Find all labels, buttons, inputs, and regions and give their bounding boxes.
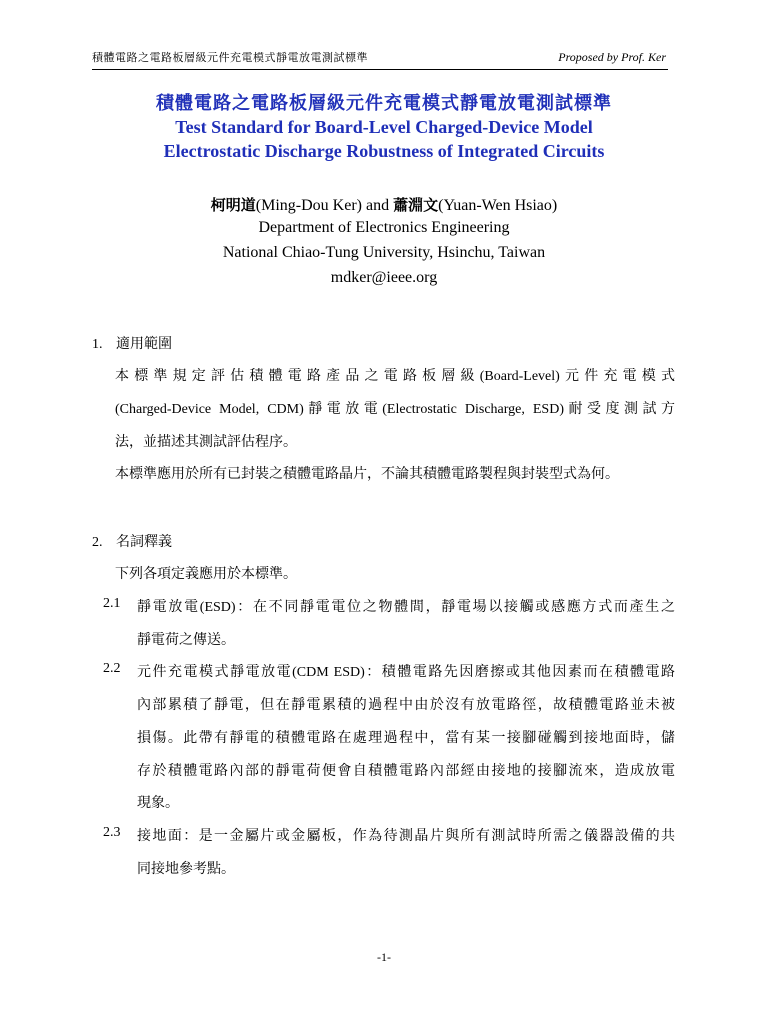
author2-chinese-name: 蕭淵文 xyxy=(393,196,439,214)
item-2-1-number: 2.1 xyxy=(103,596,121,611)
item-2-1-line2: 靜電荷之傳送。 xyxy=(137,633,235,648)
item-2-2-line2: 內部累積了靜電，但在靜電累積的過程中由於沒有放電路徑，故積體電路並未被 xyxy=(137,698,675,713)
running-header-title: 積體電路之電路板層級元件充電模式靜電放電測試標準 xyxy=(92,51,368,64)
title-english-line1: Test Standard for Board-Level Charged-Device Model xyxy=(175,117,593,137)
section2-title: 名詞釋義 xyxy=(116,535,172,550)
item-2-1-line1: 靜電放電(ESD)：在不同靜電電位之物體間，靜電場以接觸或感應方式而產生之 xyxy=(137,600,675,615)
item-2-2-line1: 元件充電模式靜電放電(CDM ESD)：積體電路先因磨擦或其他因素而在積體電路 xyxy=(137,665,675,680)
item-2-2-line3: 損傷。此帶有靜電的積體電路在處理過程中，當有某一接腳碰觸到接地面時，儲 xyxy=(137,731,675,746)
section2-intro: 下列各項定義應用於本標準。 xyxy=(115,567,297,582)
section1-number: 1. xyxy=(92,337,103,352)
item-2-3-line2: 同接地參考點。 xyxy=(137,862,235,877)
header-divider xyxy=(92,69,668,70)
author-department: Department of Electronics Engineering xyxy=(258,219,510,236)
item-2-3-line1: 接地面：是一金屬片或金屬板，作為待測晶片與所有測試時所需之儀器設備的共 xyxy=(137,829,675,844)
section2-number: 2. xyxy=(92,535,103,550)
running-header-author: Proposed by Prof. Ker xyxy=(558,50,666,64)
author2-english-name: (Yuan-Wen Hsiao) xyxy=(438,197,558,214)
author-conjunction: and xyxy=(361,197,394,214)
author-email: mdker@ieee.org xyxy=(330,269,438,286)
author-university: National Chiao-Tung University, Hsinchu, Taiwan xyxy=(222,244,546,261)
section1-paragraph1-line3: 法，並描述其測試評估程序。 xyxy=(115,435,297,450)
section1-title: 適用範圍 xyxy=(116,337,172,352)
item-2-2-line5: 現象。 xyxy=(137,796,179,811)
title-english-line2: Electrostatic Discharge Robustness of Integrated Circuits xyxy=(163,141,605,161)
item-2-2-number: 2.2 xyxy=(103,661,121,676)
author1-english-name: (Ming-Dou Ker) xyxy=(255,197,362,214)
section1-heading xyxy=(92,333,172,353)
item-2-2-line4: 存於積體電路內部的靜電荷便會自積體電路內部經由接地的接腳流來，造成放電 xyxy=(137,764,675,779)
title-chinese: 積體電路之電路板層級元件充電模式靜電放電測試標準 xyxy=(156,93,612,114)
section2-heading xyxy=(92,531,172,551)
page-number: -1- xyxy=(377,950,391,964)
section1-paragraph1-line1: 本標準規定評估積體電路產品之電路板層級(Board-Level)元件充電模式 xyxy=(115,369,675,384)
author-line xyxy=(0,194,768,215)
item-2-3-number: 2.3 xyxy=(103,825,121,840)
section1-paragraph2: 本標準應用於所有已封裝之積體電路晶片，不論其積體電路製程與封裝型式為何。 xyxy=(115,467,619,482)
section1-paragraph1-line2: (Charged-Device Model, CDM)靜電放電(Electrostatic Discharge, ESD)耐受度測試方 xyxy=(115,402,675,417)
author1-chinese-name: 柯明道 xyxy=(210,196,256,214)
